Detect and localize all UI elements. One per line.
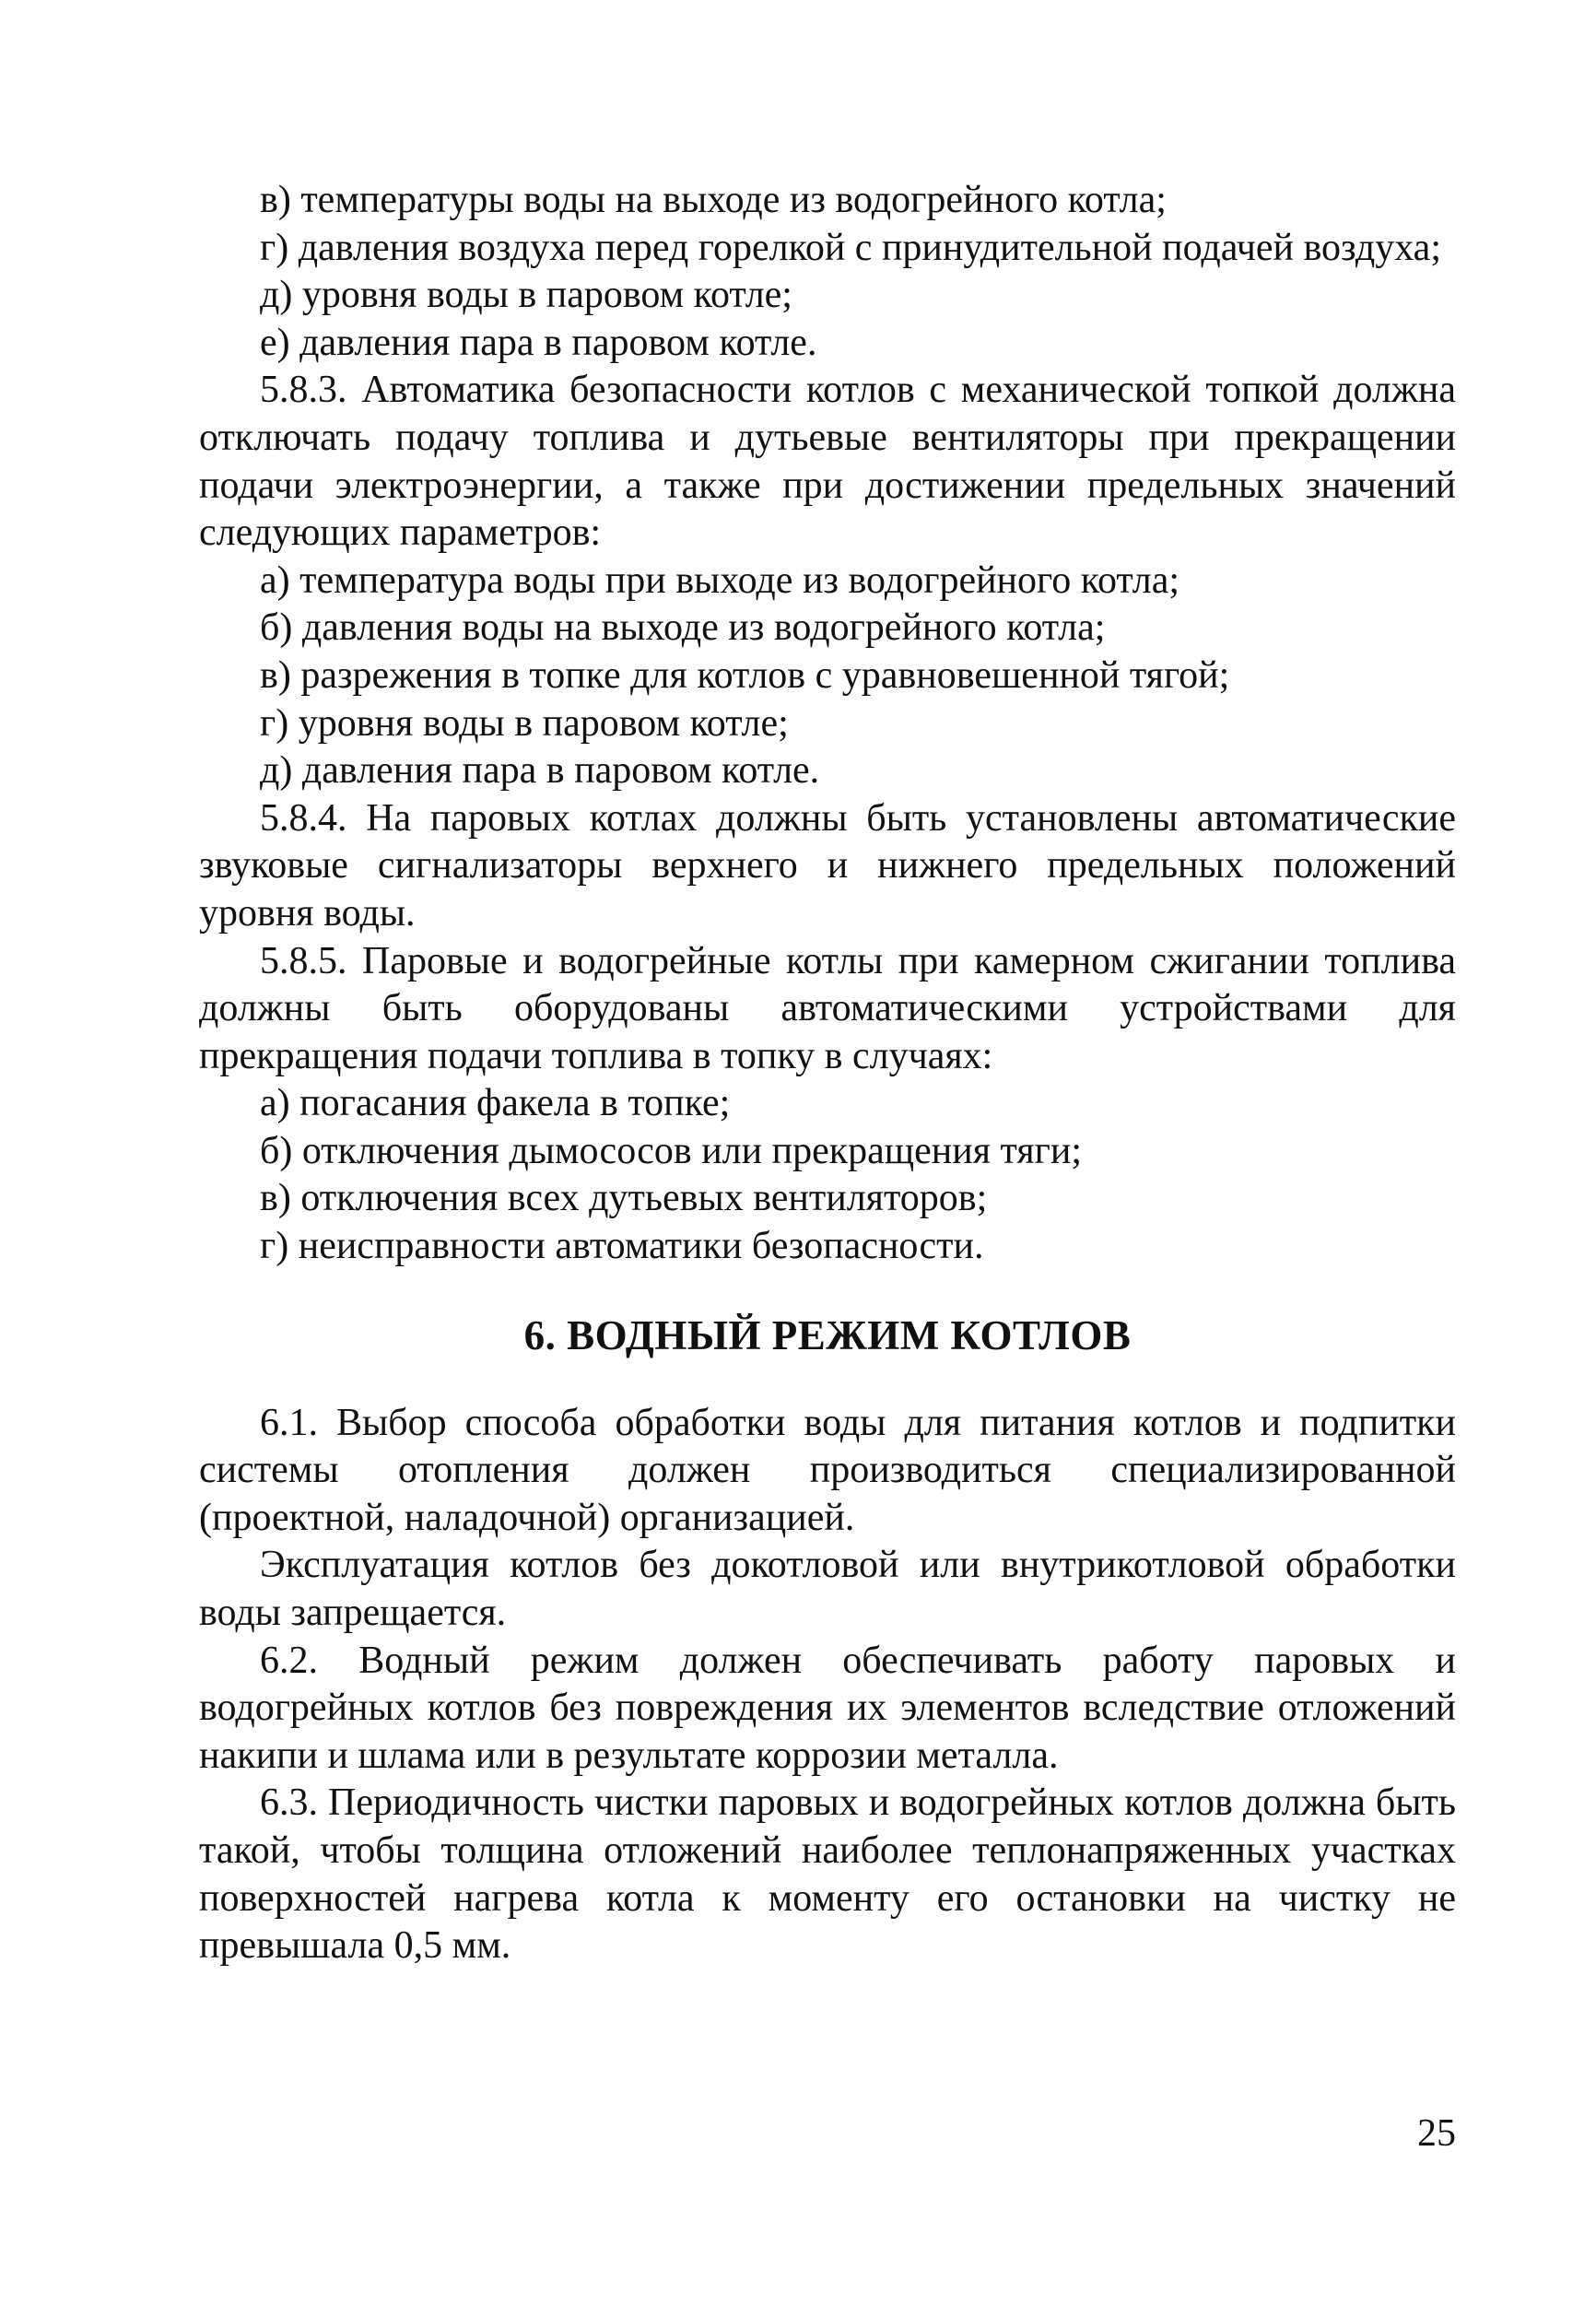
body-text	[199, 177, 1456, 1970]
list-item-v-draft: в) разрежения в топке для котлов с уравновешенной тягой;	[260, 653, 1230, 697]
paragraph-5-8-4: 5.8.4. На паровых котлах должны быть установлены автоматические звуковые сигнализаторы верхнего и нижнего предельных положений уровня воды.	[199, 796, 1456, 935]
paragraph-5-8-5: 5.8.5. Паровые и водогрейные котлы при камерном сжигании топлива должны быть оборудованы автоматическими устройствами для прекращения подачи топлива в топку в случаях:	[199, 939, 1456, 1077]
list-item-a-water-temperature: а) температура воды при выходе из водогрейного котла;	[260, 558, 1180, 602]
list-item-b-water-pressure: б) давления воды на выходе из водогрейного котла;	[260, 606, 1106, 650]
list-item-v-fans-off: в) отключения всех дутьевых вентиляторов;	[260, 1177, 988, 1220]
list-item-g-air-pressure: г) давления воздуха перед горелкой с принудительной подачей воздуха;	[260, 226, 1441, 269]
list-item-a-flame-out: а) погасания факела в топке;	[260, 1082, 731, 1125]
paragraph-5-8-3: 5.8.3. Автоматика безопасности котлов с механической топкой должна отключать подачу топлива и дутьевые вентиляторы при прекращении подачи электроэнергии, а также при достижении предельных значений следующих параметров:	[199, 369, 1456, 555]
section-heading: 6. ВОДНЫЙ РЕЖИМ КОТЛОВ	[523, 1311, 1132, 1358]
paragraph-6-3: 6.3. Периодичность чистки паровых и водогрейных котлов должна быть такой, чтобы толщина отложений наиболее теплонапряженных участках поверхностей нагрева котла к моменту его остановки на чистку не превышала 0,5 мм.	[199, 1781, 1456, 1968]
paragraph-6-1: 6.1. Выбор способа обработки воды для питания котлов и подпитки системы отопления должен производиться специализированной (проектной, наладочной) организацией.	[199, 1401, 1456, 1539]
paragraph-6-2: 6.2. Водный режим должен обеспечивать работу паровых и водогрейных котлов без повреждения их элементов вследствие отложений накипи и шлама или в результате коррозии металла.	[199, 1639, 1456, 1777]
list-item-e-steam-pressure: е) давления пара в паровом котле.	[260, 321, 817, 364]
list-item-d-water-level: д) уровня воды в паровом котле;	[260, 274, 792, 317]
page-number: 25	[1417, 2112, 1456, 2155]
list-item-g-safety-fault: г) неисправности автоматики безопасности.	[260, 1225, 984, 1268]
paragraph-operation-ban: Эксплуатация котлов без докотловой или внутрикотловой обработки воды запрещается.	[199, 1544, 1456, 1635]
list-item-d-steam-pressure: д) давления пара в паровом котле.	[260, 749, 820, 793]
list-item-b-exhausters-off: б) отключения дымососов или прекращения тяги;	[260, 1129, 1083, 1172]
list-item-v-water-temperature: в) температуры воды на выходе из водогрейного котла;	[260, 179, 1167, 221]
list-item-g-water-level: г) уровня воды в паровом котле;	[260, 701, 789, 745]
